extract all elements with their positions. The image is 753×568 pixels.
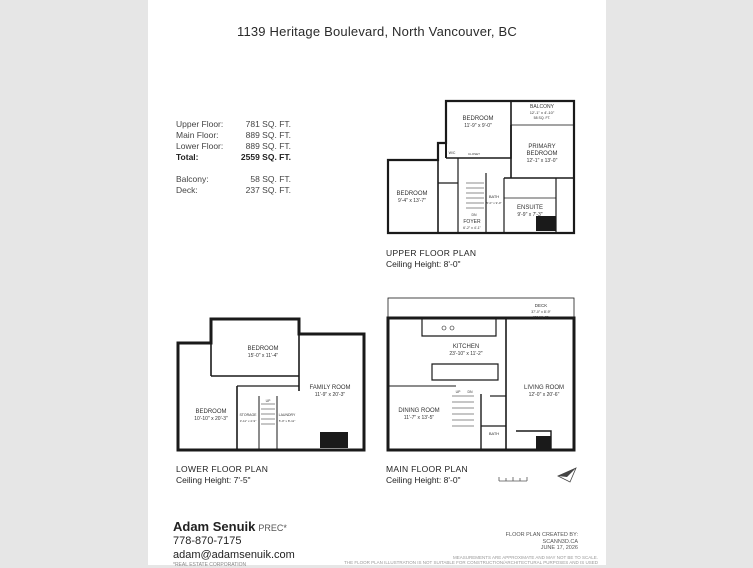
upper-plan-ceiling: Ceiling Height: 8'-0" [386,259,461,269]
main-living-name: LIVING ROOM [523,385,565,391]
disclaimer-line-1: MEASUREMENTS ARE APPROXIMATE AND MAY NOT BE TO SCALE. [452,555,598,560]
agent-name: Adam Senuik [173,519,256,534]
disclaimer [308,555,598,565]
area-label: Lower Floor: [176,141,224,151]
area-label: Balcony: [176,174,209,184]
lower-family-name: FAMILY ROOM [309,385,351,391]
credit-line-1: FLOOR PLAN CREATED BY: [505,532,578,538]
lower-plan-caption [176,464,268,486]
upper-balcony-area: 58 SQ. FT. [533,116,551,120]
floorplan-credit [506,532,578,552]
upper-foyer-dims: 6'-2" x 4'-1" [463,226,481,230]
main-plan-caption [386,464,468,486]
scale-bar-icon [498,472,528,484]
area-row-deck [176,185,291,196]
upper-bedroom-top-dims: 11'-9" x 9'-0" [464,123,492,129]
agent-phone[interactable]: 778-870-7175 [173,535,242,547]
main-bath-name: BATH [488,431,500,436]
main-plan-title: MAIN FLOOR PLAN [386,464,468,474]
upper-primary-name2: BEDROOM [526,151,558,157]
main-floor-plan-drawing [386,296,578,454]
lower-bedroom-left-name: BEDROOM [195,409,227,415]
agent-contact-block [173,519,295,568]
lower-plan-title: LOWER FLOOR PLAN [176,464,269,474]
area-label: Upper Floor: [176,119,224,129]
upper-primary-name: PRIMARY [528,144,556,150]
lower-plan-ceiling: Ceiling Height: 7'-5" [176,475,251,485]
lower-storage-dims: 3'-11" x 4'-9" [239,419,257,423]
main-deck-dims: 37'-0" x 8'-9" [531,310,551,314]
area-value: 58 SQ. FT. [250,174,291,184]
area-row-main [176,130,291,141]
upper-plan-caption [386,248,476,270]
area-label: Total: [176,152,199,162]
lower-laundry-name: LAUNDRY [278,413,296,417]
main-kitchen-dims: 23'-10" x 11'-2" [449,351,483,357]
floorplan-sheet [148,0,606,568]
agent-name-line [173,519,295,534]
main-deck-area: 237 SQ. FT. [532,315,550,319]
area-summary [176,119,291,196]
credit-line-3: JUNE 17, 2026 [540,545,578,551]
north-arrow-icon [556,464,578,486]
upper-bedroom-left-name: BEDROOM [396,191,428,197]
agent-suffix: PREC* [258,523,287,533]
main-deck-name: DECK [534,303,548,308]
lower-bedroom-left-dims: 10'-10" x 20'-3" [194,416,228,422]
main-kitchen-name: KITCHEN [452,344,480,350]
lower-storage-name: STORAGE [239,413,257,417]
upper-bedroom-top-name: BEDROOM [462,116,494,122]
area-label: Deck: [176,185,198,195]
lower-up-label: UP [265,399,271,403]
area-value: 2559 SQ. FT. [240,152,291,162]
upper-wic-label: W/C [448,151,456,155]
upper-ensuite-name: ENSUITE [516,205,544,211]
upper-balcony-dims: 12'-1" x 4'-10" [529,110,555,115]
area-value: 889 SQ. FT. [245,141,291,151]
upper-bath-dims: 5'-0" x 9'-0" [486,201,502,205]
upper-plan-title: UPPER FLOOR PLAN [386,248,477,258]
upper-closet-label: CLOSET [467,152,481,156]
area-value: 889 SQ. FT. [245,130,291,140]
area-value: 237 SQ. FT. [245,185,291,195]
upper-floor-plan-drawing [386,98,578,236]
main-dining-dims: 11'-7" x 13'-5" [403,415,435,421]
lower-bedroom-top-dims: 15'-0" x 11'-4" [247,353,279,359]
upper-primary-dims: 12'-1" x 13'-0" [526,158,558,164]
main-dn-label: DN [467,390,473,394]
upper-bath-name: BATH [488,194,500,199]
main-up-label: UP [455,390,461,394]
upper-balcony-name: BALCONY [530,104,554,110]
main-plan-ceiling: Ceiling Height: 8'-0" [386,475,461,485]
main-dining-name: DINING ROOM [398,408,440,414]
property-address-title: 1139 Heritage Boulevard, North Vancouver, BC [236,24,518,39]
area-row-lower [176,141,291,152]
lower-floor-plan-drawing [175,316,368,454]
agent-email[interactable]: adam@adamsenuik.com [173,549,295,561]
upper-ensuite-dims: 9'-9" x 7'-3" [517,212,543,218]
area-value: 781 SQ. FT. [245,119,291,129]
area-row-balcony [176,174,291,185]
lower-bedroom-top-name: BEDROOM [247,346,279,352]
area-row-total [176,152,291,163]
upper-foyer-name: FOYER [463,219,481,225]
main-living-dims: 12'-0" x 20'-6" [528,392,560,398]
lower-laundry-dims: 5'-0" x 8'-11" [278,419,296,423]
credit-line-2: SCANN3D.CA [542,538,578,545]
disclaimer-line-2: THE FLOOR PLAN ILLUSTRATION IS NOT SUITABLE FOR CONSTRUCTION/ARCHITECTURAL PURPOSES AND IS USED [344,560,598,565]
agent-company: *REAL ESTATE CORPORATION [173,562,247,568]
lower-family-dims: 11'-9" x 20'-3" [314,392,346,398]
upper-bedroom-left-dims: 9'-4" x 13'-7" [398,198,426,204]
area-row-upper [176,119,291,130]
area-label: Main Floor: [176,130,219,140]
upper-dn-label: DN [471,213,477,217]
